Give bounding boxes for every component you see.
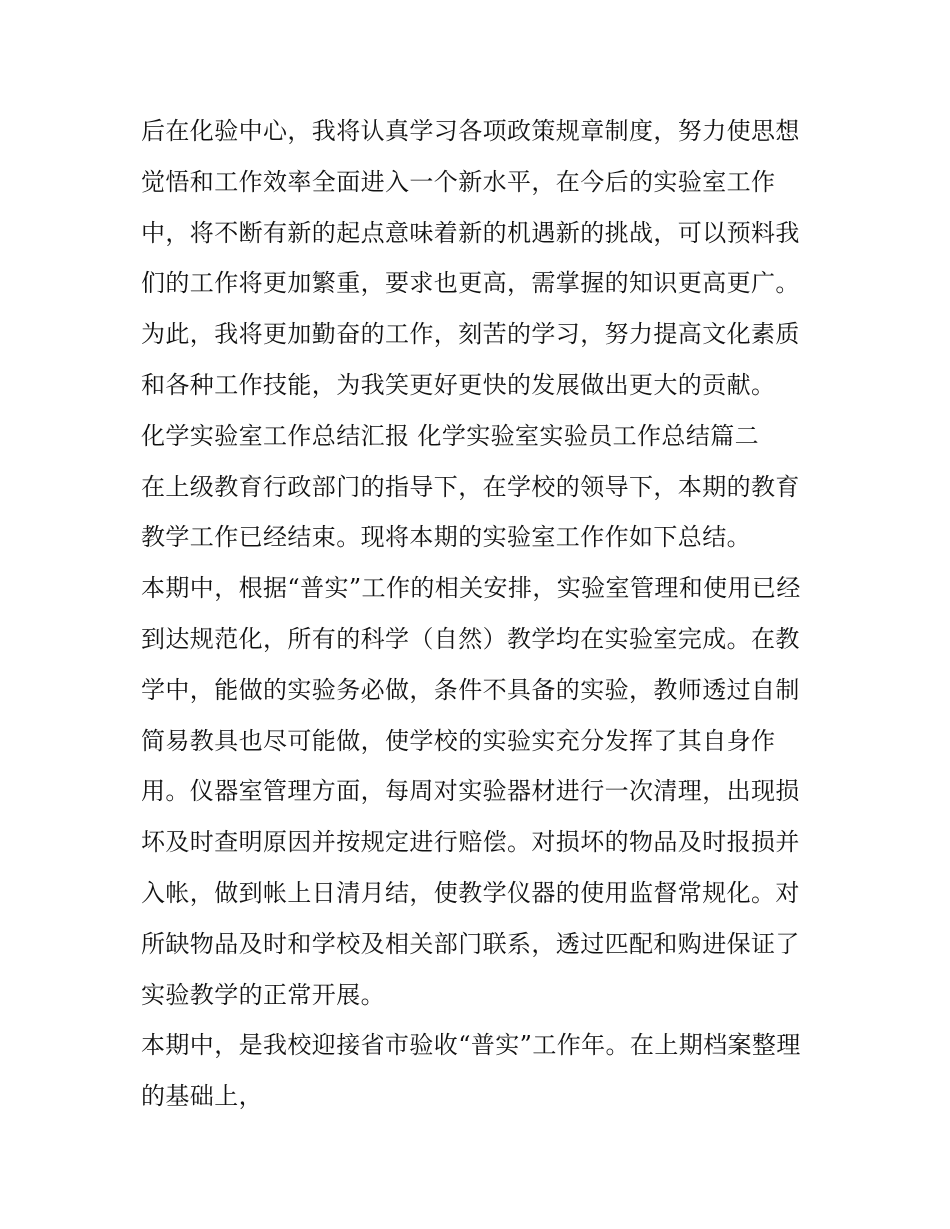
text-line: 们的工作将更加繁重，要求也更高，需掌握的知识更高更广。	[141, 269, 800, 298]
text-line: 本期中，根据“普实”工作的相关安排，实验室管理和使用已经	[141, 574, 801, 603]
text-line: 后在化验中心，我将认真学习各项政策规章制度，努力使思想	[141, 117, 800, 145]
text-line: 中，将不断有新的起点意味着新的机遇新的挑战，可以预料我	[141, 218, 800, 247]
text-line: 入帐，做到帐上日清月结，使教学仪器的使用监督常规化。对	[141, 878, 800, 907]
text-line: 本期中，是我校迎接省市验收“普实”工作年。在上期档案整理	[141, 1031, 801, 1060]
text-line: 和各种工作技能，为我笑更好更快的发展做出更大的贡献。	[141, 370, 776, 399]
text-line: 所缺物品及时和学校及相关部门联系，透过匹配和购进保证了	[141, 929, 800, 958]
text-line: 教学工作已经结束。现将本期的实验室工作作如下总结。	[141, 523, 751, 552]
text-line: 实验教学的正常开展。	[141, 980, 385, 1009]
text-line: 简易教具也尽可能做，使学校的实验实充分发挥了其自身作	[141, 726, 776, 755]
text-line: 坏及时查明原因并按规定进行赔偿。对损坏的物品及时报损并	[141, 828, 800, 857]
text-line: 学中，能做的实验务必做，条件不具备的实验，教师透过自制	[141, 675, 800, 704]
text-line: 用。仪器室管理方面，每周对实验器材进行一次清理，出现损	[141, 777, 800, 806]
text-line: 的基础上，	[141, 1082, 263, 1111]
text-line: 在上级教育行政部门的指导下，在学校的领导下，本期的教育	[141, 472, 800, 501]
document-body	[141, 106, 821, 1122]
text-line: 觉悟和工作效率全面进入一个新水平，在今后的实验室工作	[141, 167, 776, 196]
section-heading: 化学实验室工作总结汇报 化学实验室实验员工作总结篇二	[141, 421, 760, 450]
text-line: 到达规范化，所有的科学（自然）教学均在实验室完成。在教	[141, 624, 800, 653]
text-line: 为此，我将更加勤奋的工作，刻苦的学习，努力提高文化素质	[141, 320, 800, 349]
